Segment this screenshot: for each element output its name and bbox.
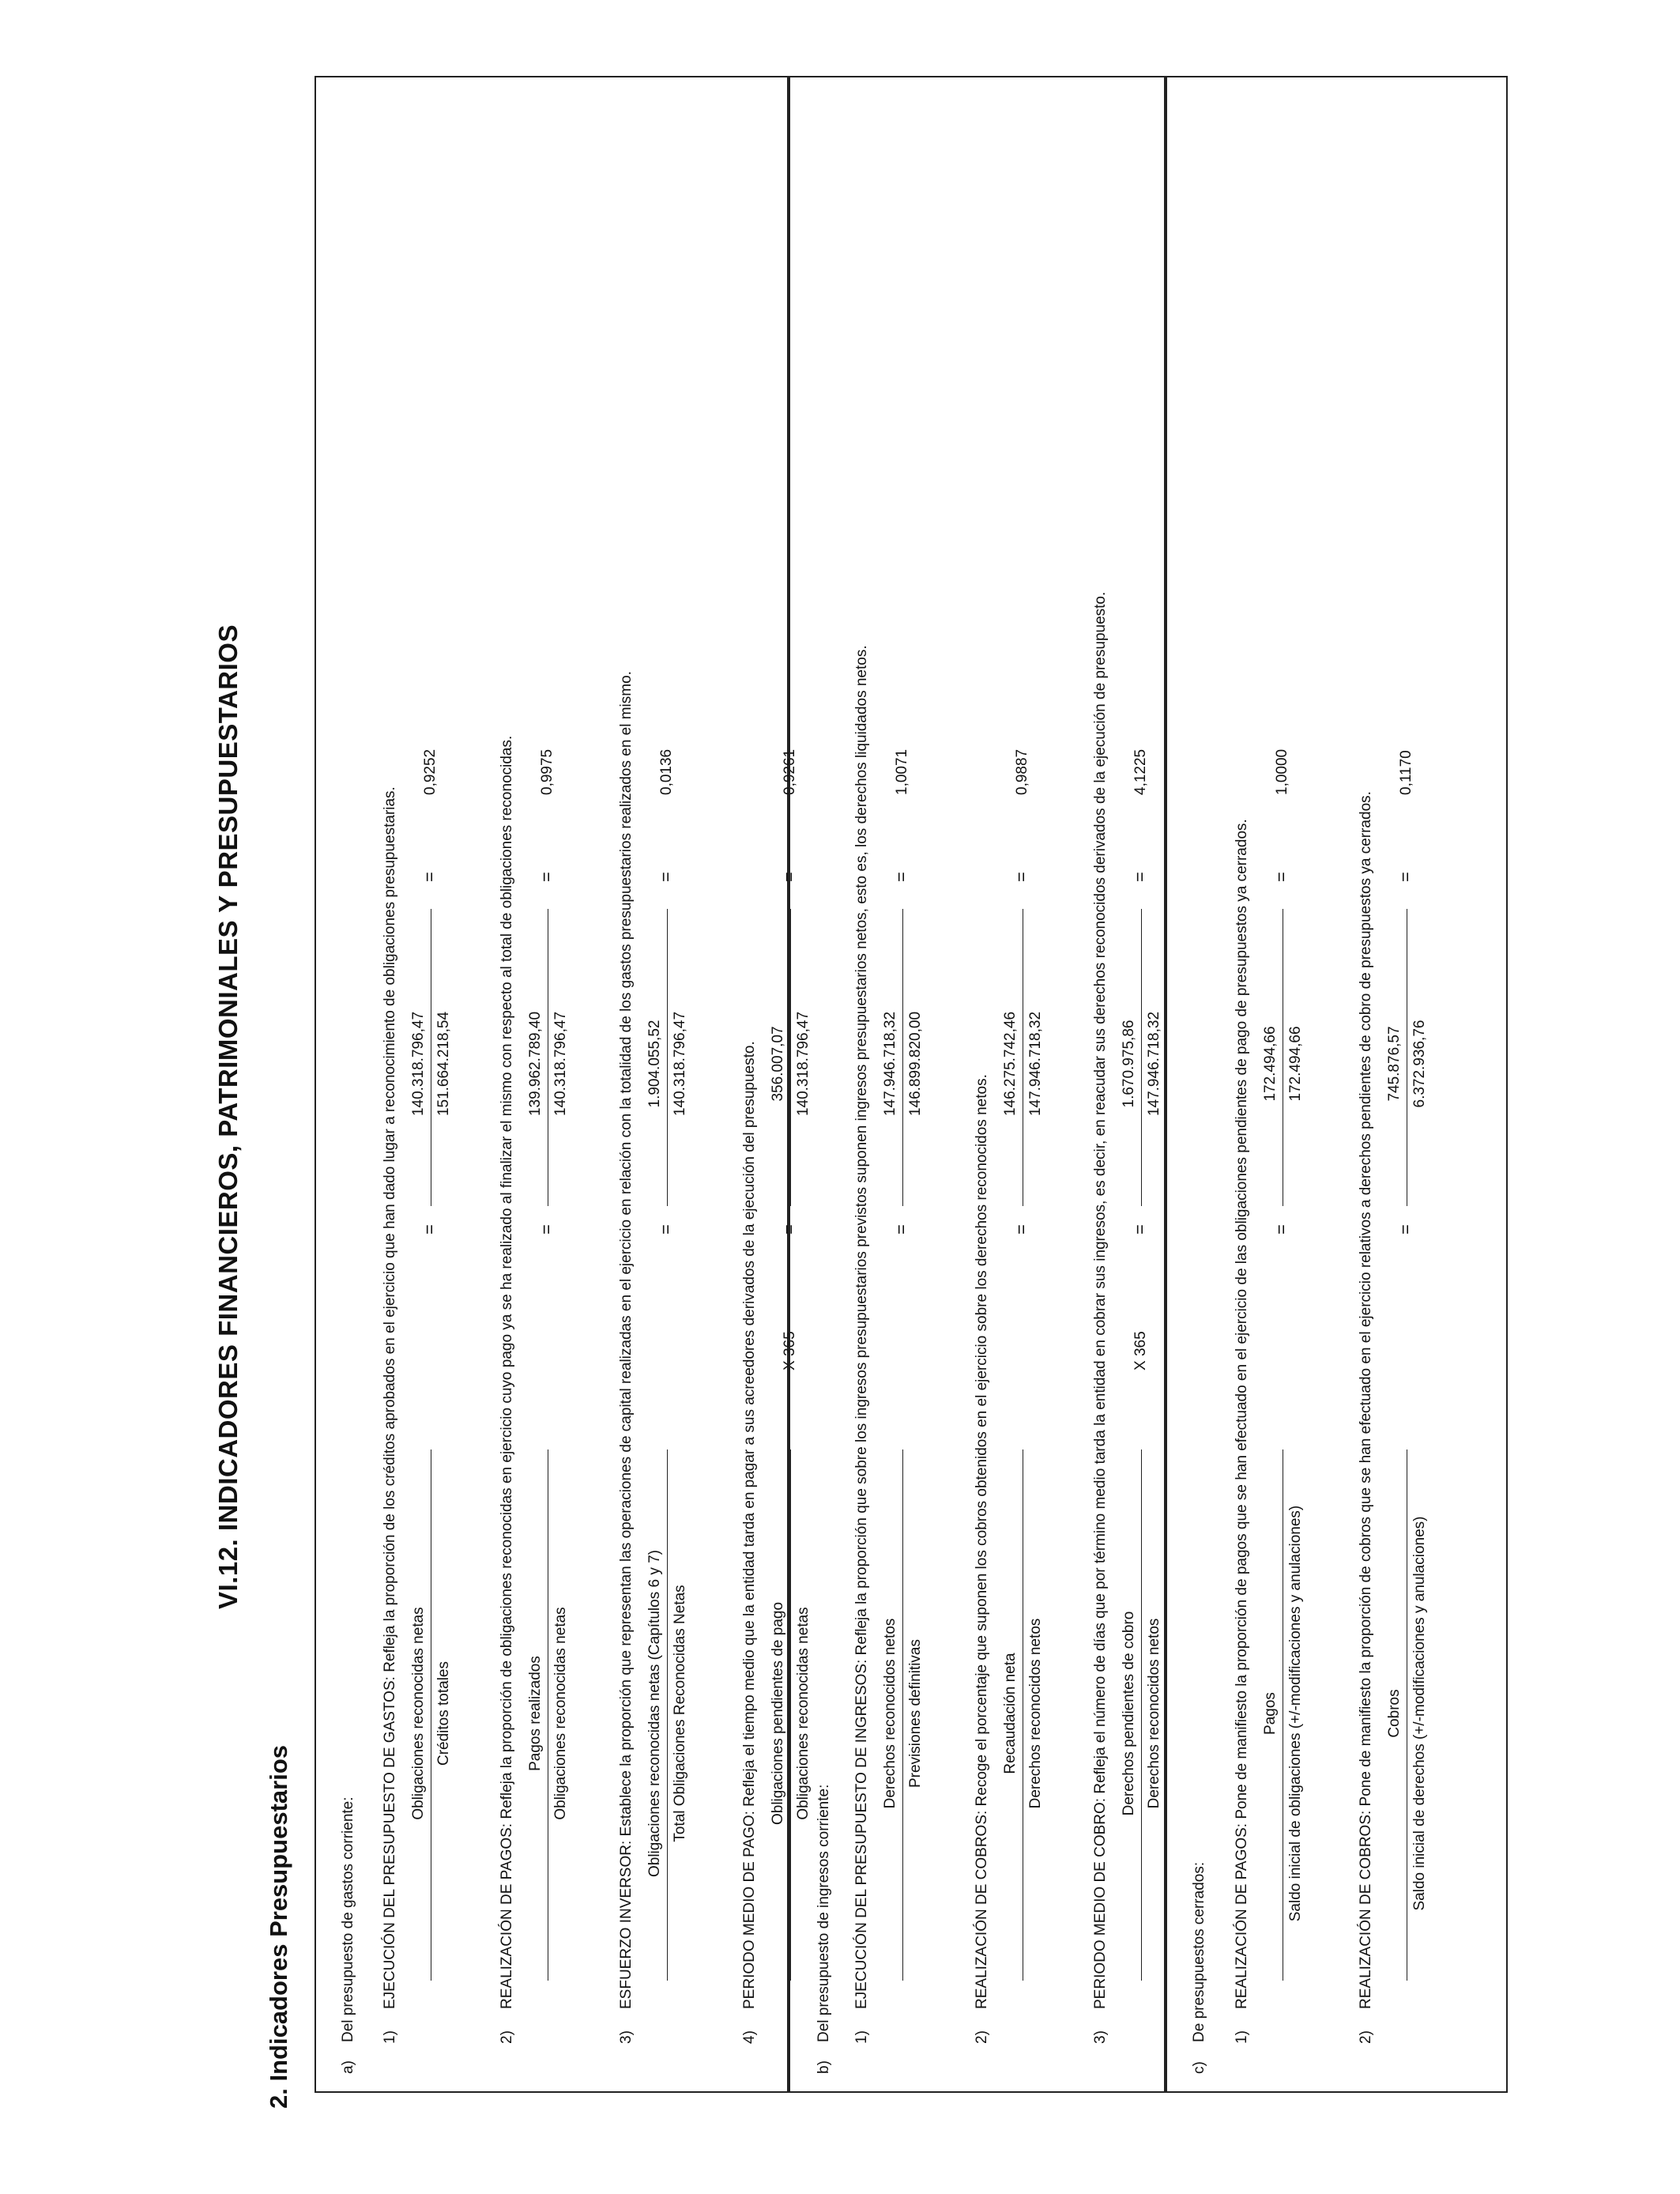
- denominator-value: 140.318.796,47: [672, 1011, 688, 1117]
- result-value: 0,9252: [422, 748, 439, 795]
- equals-sign: =: [779, 1224, 799, 1235]
- denominator-value: 151.664.218,54: [435, 1011, 452, 1117]
- result-value: 0,9261: [782, 748, 798, 795]
- result-value: 1,0000: [1274, 748, 1290, 795]
- equals-sign: =: [537, 1224, 556, 1235]
- denominator-value: 172.494,66: [1287, 1026, 1304, 1102]
- item-description: PERIODO MEDIO DE PAGO: Refleja el tiempo medio que la entidad tarda en pagar a sus acreedores derivados de la ejecución del presupuesto.: [741, 1041, 758, 2009]
- numerator-value: 139.962.789,40: [527, 1011, 544, 1117]
- equals-sign: =: [537, 872, 556, 882]
- fraction-line: [902, 1449, 903, 1981]
- denominator-label: Previsiones definitivas: [907, 1639, 924, 1788]
- result-value: 0,1170: [1398, 750, 1414, 795]
- numerator-label: Pagos realizados: [527, 1656, 544, 1771]
- equals-sign: =: [420, 872, 439, 882]
- numerator-value: 745.876,57: [1386, 1026, 1403, 1102]
- result-value: 0,9975: [539, 748, 556, 795]
- denominator-label: Obligaciones reconocidas netas: [795, 1607, 812, 1820]
- numerator-label: Cobros: [1386, 1689, 1403, 1738]
- value-fraction-line: [1141, 909, 1142, 1206]
- denominator-label: Saldo inicial de derechos (+/-modificaciones y anulaciones): [1411, 1516, 1428, 1911]
- group-letter: b): [816, 2060, 832, 2074]
- denominator-label: Obligaciones reconocidas netas: [552, 1607, 569, 1820]
- denominator-value: 140.318.796,47: [552, 1011, 569, 1117]
- item-description: EJECUCIÓN DEL PRESUPUESTO DE GASTOS: Refleja la proporción de los créditos aprobados en el ejercicio que han dado lugar a reconocimiento de obligaciones presupuestarias.: [382, 786, 398, 2009]
- item-description: EJECUCIÓN DEL PRESUPUESTO DE INGRESOS: Refleja la proporción que sobre los ingresos presupuestarios previstos suponen ingresos presupuestarios netos, esto es, los derechos liquidados netos.: [853, 645, 870, 2009]
- denominator-value: 147.946.718,32: [1027, 1011, 1044, 1117]
- numerator-value: 1.904.055,52: [646, 1020, 663, 1108]
- item-number: 1): [853, 2030, 870, 2044]
- equals-sign: =: [1130, 872, 1150, 882]
- document-title: VI.12. INDICADORES FINANCIEROS, PATRIMONIALES Y PRESUPUESTARIOS: [213, 624, 243, 1609]
- denominator-label: Derechos reconocidos netos: [1146, 1618, 1162, 1809]
- result-value: 1,0071: [894, 748, 910, 795]
- numerator-value: 356.007,07: [770, 1026, 786, 1102]
- equals-sign: =: [1396, 872, 1415, 882]
- numerator-value: 1.670.975,86: [1121, 1020, 1137, 1108]
- numerator-value: 147.946.718,32: [882, 1011, 898, 1117]
- result-value: 4,1225: [1132, 748, 1149, 795]
- panel-ingresos-corriente: [789, 76, 1166, 2093]
- panel-presupuestos-cerrados: [1166, 76, 1508, 2093]
- item-number: 2): [974, 2030, 990, 2044]
- multiplier: X 365: [1132, 1331, 1149, 1370]
- numerator-label: Derechos reconocidos netos: [882, 1618, 898, 1809]
- equals-sign: =: [420, 1224, 439, 1235]
- item-description: REALIZACIÓN DE PAGOS: Pone de manifiesto la proporción de pagos que se han efectuado en el ejercicio de las obligaciones pendientes de pago de presupuestos ya cerrados.: [1234, 819, 1250, 2009]
- equals-sign: =: [1011, 872, 1031, 882]
- numerator-label: Obligaciones reconocidas netas: [410, 1607, 427, 1820]
- value-fraction-line: [667, 909, 668, 1206]
- equals-sign: =: [1271, 1224, 1291, 1235]
- denominator-value: 147.946.718,32: [1146, 1011, 1162, 1117]
- fraction-line: [1141, 1449, 1142, 1981]
- numerator-label: Obligaciones pendientes de pago: [770, 1601, 786, 1826]
- denominator-value: 146.899.820,00: [907, 1011, 924, 1117]
- section-title: 2. Indicadores Presupuestarios: [265, 1744, 292, 2109]
- item-number: 2): [499, 2030, 515, 2044]
- item-number: 3): [618, 2030, 635, 2044]
- multiplier: X 365: [782, 1331, 798, 1370]
- numerator-label: Recaudación neta: [1002, 1653, 1019, 1774]
- numerator-value: 172.494,66: [1262, 1026, 1279, 1102]
- equals-sign: =: [656, 872, 676, 882]
- item-description: REALIZACIÓN DE COBROS: Pone de manifiesto la proporción de cobros que se han efectuado en el ejercicio relativos a derechos pendientes de cobro de presupuestos ya cerrados.: [1358, 791, 1374, 2009]
- equals-sign: =: [656, 1224, 676, 1235]
- item-description: ESFUERZO INVERSOR: Establece la proporción que representan las operaciones de capital realizadas en el ejercicio en relación con la totalidad de los gastos presupuestarios realizados en el mismo.: [618, 671, 635, 2009]
- item-number: 2): [1358, 2030, 1374, 2044]
- equals-sign: =: [1011, 1224, 1031, 1235]
- item-description: REALIZACIÓN DE COBROS: Recoge el porcentaje que suponen los cobros obtenidos en el ejercicio sobre los derechos reconocidos netos.: [974, 1074, 990, 2009]
- equals-sign: =: [1396, 1224, 1415, 1235]
- group-heading: Del presupuesto de gastos corriente:: [340, 1796, 356, 2042]
- item-number: 1): [1234, 2030, 1250, 2044]
- group-letter: a): [340, 2060, 356, 2074]
- item-number: 3): [1092, 2030, 1109, 2044]
- item-description: PERIODO MEDIO DE COBRO: Refleja el número de días que por término medio tarda la entidad en cobrar sus ingresos, es decir, en reacudar sus derechos reconocidos derivados de la ejecución de presupuesto.: [1092, 591, 1109, 2009]
- result-value: 0,9887: [1014, 748, 1030, 795]
- numerator-value: 140.318.796,47: [410, 1011, 427, 1117]
- value-fraction-line: [902, 909, 903, 1206]
- fraction-line: [667, 1449, 668, 1981]
- group-letter: c): [1191, 2061, 1207, 2074]
- denominator-label: Total Obligaciones Reconocidas Netas: [672, 1585, 688, 1842]
- group-heading: De presupuestos cerrados:: [1191, 1861, 1207, 2042]
- item-number: 1): [382, 2030, 398, 2044]
- denominator-label: Derechos reconocidos netos: [1027, 1618, 1044, 1809]
- denominator-value: 6.372.936,76: [1411, 1020, 1428, 1108]
- equals-sign: =: [891, 1224, 911, 1235]
- denominator-value: 140.318.796,47: [795, 1011, 812, 1117]
- numerator-value: 146.275.742,46: [1002, 1011, 1019, 1117]
- denominator-label: Saldo inicial de obligaciones (+/-modificaciones y anulaciones): [1287, 1505, 1304, 1922]
- group-heading: Del presupuesto de ingresos corriente:: [816, 1784, 832, 2042]
- result-value: 0,0136: [658, 748, 675, 795]
- denominator-label: Créditos totales: [435, 1661, 452, 1766]
- numerator-label: Pagos: [1262, 1692, 1279, 1735]
- panel-gastos-corriente: [315, 76, 812, 2093]
- equals-sign: =: [1130, 1224, 1150, 1235]
- numerator-label: Derechos pendientes de cobro: [1121, 1611, 1137, 1816]
- equals-sign: =: [1271, 872, 1291, 882]
- equals-sign: =: [891, 872, 911, 882]
- numerator-label: Obligaciones reconocidas netas (Capítulos 6 y 7): [646, 1550, 663, 1878]
- item-description: REALIZACIÓN DE PAGOS: Refleja la proporción de obligaciones reconocidas en ejercicio cuyo pago ya se ha realizado al finalizar el mismo con respecto al total de obligaciones reconocidas.: [499, 735, 515, 2009]
- equals-sign: =: [779, 872, 799, 882]
- item-number: 4): [741, 2030, 758, 2044]
